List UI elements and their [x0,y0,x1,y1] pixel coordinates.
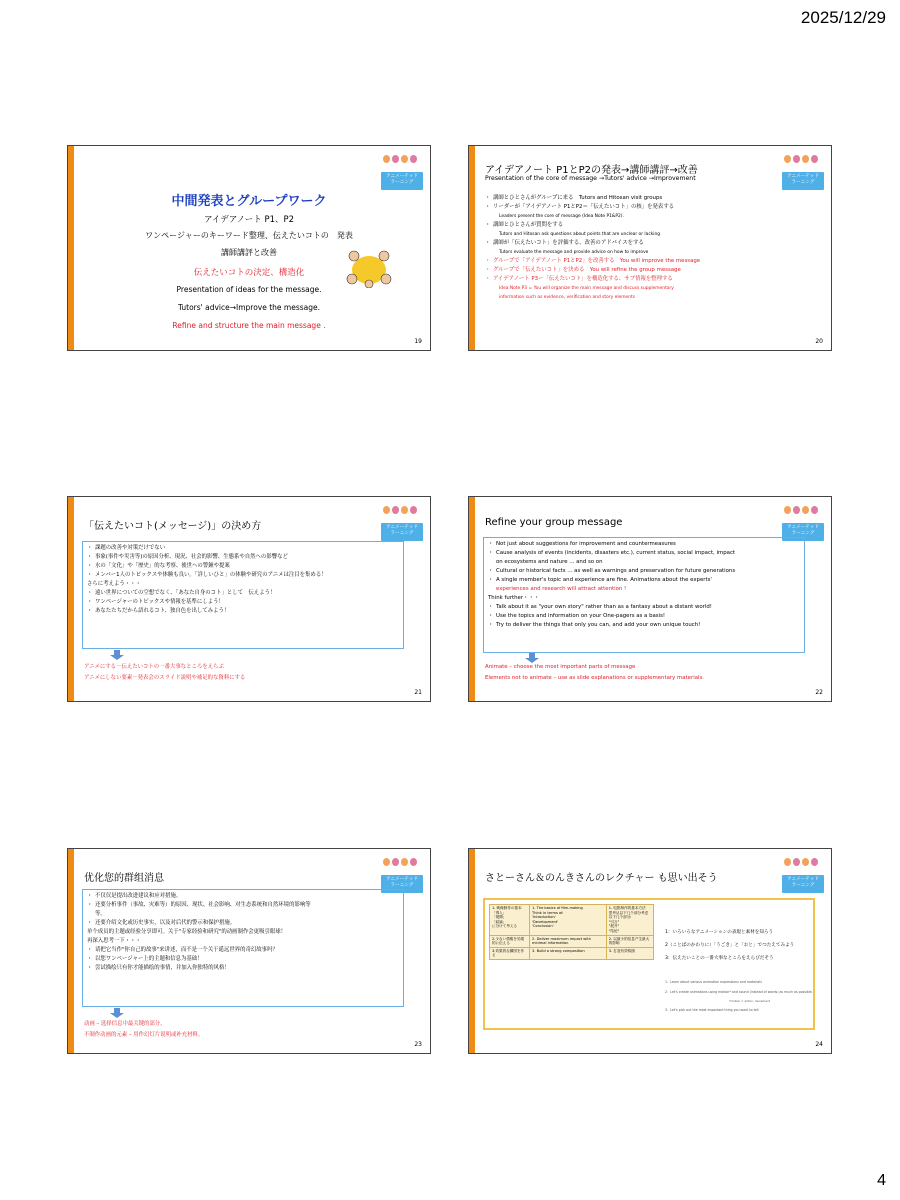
slide-21 [67,496,431,702]
slide-number: 23 [414,1041,422,1048]
table-row [490,947,654,959]
slide-line: ・ A single member's topic and experience are fine. Animations about the experts' [488,576,804,585]
slide-line: ・ 遠い世界についての空想でなく、「あなた自身のコト」として 伝えよう！ [87,589,403,598]
slide-line: ワンページャーのキーワード整理、伝えたいコトの 発表 [145,231,353,240]
lecture-point-note: *motion = action, movement [729,999,770,1003]
logo-label: アニメーテッド ラーニング [782,172,824,190]
slide-line: Refine and structure the main message . [172,321,326,330]
slide-line: ・ Cultural or historical facts ... as well as warnings and preservation for future generations [488,567,804,576]
slide-line: ・ Cause analysis of events (incidents, disasters etc.), current status, social impact, impact [488,549,804,558]
slide-line: ・ 講師とひとさんがグループに来る Tutors and Hitosan visit groups [485,194,700,203]
slide-red-line: Elements not to animate – use as slide explanations or supplementary materials. [485,675,705,681]
table-row [490,905,654,936]
slide-line: ・ 还要介绍文化或历史事实，以及对后代的警示和保护措施。 [87,919,403,928]
logo-label: アニメーテッド ラーニング [782,875,824,893]
slide-line: さらに考えよう・・・ [87,581,141,587]
slide-line: ・ リーダーが「アイデアノート P1とP2＝「伝えたいコト」の核」を発表する [485,203,700,212]
slide-content-box [82,541,404,649]
slide-line: 再深入思考一下・・・ [87,938,141,944]
slide-line: ・ 请把它当作"你自己的故事"来讲述，而不是一个关于遥远世界的奇幻故事吗？ [87,946,403,955]
slide-title: 「伝えたいコト(メッセージ)」の決め方 [84,521,262,532]
slide-body [485,194,700,302]
lecture-table [489,904,654,960]
table-row [490,935,654,947]
lecture-point: 2（ことばのかわりに）「うごき」と「おと」でつたえてみよう [665,943,795,948]
table-cell: 2. 以最少的信息产生最大的影响 [606,935,653,947]
slide-accent-bar [68,146,74,350]
slide-red-line: Animate – choose the most important parts of message [485,664,636,670]
slide-line: ・ あなたたちだから語れるコト、独自色を出してみよう！ [87,607,403,616]
slide-line: ・ Talk about it as "your own story" rather than as a fantasy about a distant world! [488,603,804,612]
slide-number: 21 [414,689,422,696]
slide-line: experiences and research will attract attention ! [496,586,627,592]
table-cell: 3. 打造有效构图 [606,947,653,959]
slide-accent-bar [68,849,74,1053]
group-discussion-illustration [346,248,392,288]
table-cell: 2.少ない情報を効果的に伝える [490,935,530,947]
slide-accent-bar [469,146,475,350]
logo-label: アニメーテッド ラーニング [381,172,423,190]
slide-title: アイデアノート P1とP2の発表→講師講評→改善 [485,165,698,176]
slide-number: 22 [815,689,823,696]
print-date: 2025/12/29 [800,8,886,27]
table-cell: 1. 映像制作の基本 「導入」 「展開」 「結論」 に分けて考える [490,905,530,936]
slide-line: ・ アイデアノート P3ー「伝えたいコト」を構造化する、サブ情報を整理する [485,275,700,284]
table-cell: 2. Deliver maximum impact with minimal information [530,935,607,947]
slide-title: 优化您的群组消息 [84,873,164,884]
animated-learning-logo [781,151,825,191]
slide-line: ・ Try to deliver the things that only you can, and add your own unique touch! [488,621,804,630]
slide-line: ・ Not just about suggestions for improvement and countermeasures [488,540,804,549]
slide-title: Refine your group message [485,517,623,528]
slide-line: ・ 以您ワンページャー上的主题和信息为基础！ [87,955,403,964]
slide-line: ・ 事象(事件や災害等)の原因分析、現況、社会的影響、生態系や自然への影響など [87,553,403,562]
slide-red-line: アニメにしない要素－発表会のスライド説明や補足的な資料にする [84,675,246,681]
slide-line: Leaders present the core of message (Idea Note P1&P2). [499,214,624,219]
slide-line: Presentation of ideas for the message. [176,285,322,294]
slide-number: 20 [815,338,823,345]
logo-label: アニメーテッド ラーニング [782,523,824,541]
table-cell: 3. Build a strong composition [530,947,607,959]
down-arrow-icon [110,1008,124,1018]
slide-line: ・ 不仅仅是提出改进建议和应对措施。 [87,892,403,901]
slide-line: ・ 講師が「伝えたいコト」を評価する、改善のアドバイスをする [485,239,700,248]
slide-subtitle: Presentation of the core of message →Tutors' advice →Improvement [485,175,696,182]
lecture-point: 1：いろいろなアニメーションの表現と素材を知ろう [665,930,774,935]
slide-19 [67,145,431,351]
slide-line: ・ Use the topics and information on your One-pagers as a basis! [488,612,804,621]
slide-red-line: 不制作动画的元素 – 用作幻灯片说明或补充材料。 [84,1032,204,1038]
slide-line: Tutors evaluate the message and provide advice on how to improve [499,250,649,255]
slide-title: さとーさん＆のんきさんのレクチャー も思い出そう [485,873,718,884]
down-arrow-icon [525,653,539,663]
slide-line: ・ メンバー1人のトピックスや体験も良い。「詳しいひと」の体験や研究のアニメは注目を集める！ [87,571,403,580]
table-cell: 1. 电影制作的基本方法 思考从以下几个部分考虑以下几个部分: "引言" "展开" "结论" [606,905,653,936]
slide-number: 24 [815,1041,823,1048]
slide-accent-bar [469,849,475,1053]
slide-accent-bar [68,497,74,701]
lecture-summary-panel [483,898,815,1030]
lecture-point-en: 2：Let's create animations using motion* and sound (instead of words) as much as possible. [665,990,813,994]
slide-line: Tutors and Hitosan ask questions about points that are unclear or lacking [499,232,661,237]
slide-accent-bar [469,497,475,701]
slide-line: ・ 水の「文化」や「歴史」的な考察、後世への警鐘や提案 [87,562,403,571]
slide-line: 講師講評と改善 [221,248,277,257]
page-number: 4 [877,1172,886,1189]
slide-content-box [82,889,404,1007]
slide-red-line: アニメにする－伝えたいコトの一番大事なところをえらぶ [84,664,224,670]
lecture-point-en: 1：Learn about various animation expressions and materials [665,980,762,984]
slide-line: 等。 [95,911,106,917]
slide-line: ・ 还要分析事件（事故、灾难等）的原因、现状、社会影响、对生态系统和自然环境的影响等 [87,901,403,910]
animated-learning-logo [781,854,825,894]
slide-line: ・ グループで「伝えたいコト」を決める You will refine the group message [485,266,700,275]
down-arrow-icon [110,650,124,660]
slide-line: ・ 課題の改善や対策だけでない [87,544,403,553]
slide-23 [67,848,431,1054]
logo-label: アニメーテッド ラーニング [381,523,423,541]
slide-red-line: 动画 – 选择信息中最关键的部分。 [84,1021,166,1027]
slide-20 [468,145,832,351]
slide-line: 伝えたいコトの決定、構造化 [193,268,305,278]
table-cell: 3.効果的な構図を作る [490,947,530,959]
slide-line: アイデアノート P1、P2 [203,215,295,225]
slide-number: 19 [414,338,422,345]
slide-24 [468,848,832,1054]
slide-line: ・ 尝试描绘只有你才能描绘的事情，并加入你独特的风格！ [87,964,403,973]
animated-learning-logo [380,151,424,191]
animated-learning-logo [781,502,825,542]
table-cell: 1. The basics of film-making Think in terms of: 'Introduction' 'Development' 'Conclusion' [530,905,607,936]
animated-learning-logo [380,502,424,542]
slide-line: ・ 講師とひとさんが質問をする [485,221,700,230]
logo-label: アニメーテッド ラーニング [381,875,423,893]
slide-line: ・ ワンページャーのトピックスや情報を基準にしよう！ [87,598,403,607]
slide-22 [468,496,832,702]
slide-line: 单个成员的主题或经验分享即可。关于"专家经验和研究"的动画制作会更吸引眼球！ [87,929,287,935]
slide-line: Think further・・・ [488,595,540,601]
animated-learning-logo [380,854,424,894]
slide-title: 中間発表とグループワーク [171,194,327,209]
slide-line: on ecosystems and nature ... and so on [496,559,603,565]
slide-content-box [483,537,805,653]
lecture-point-en: 3：Let's pick out the most important thing you want to tell [665,1008,759,1012]
slide-line: information such as evidence, verification and story elements [499,295,636,300]
slide-line: Idea Note P3 = You will organize the main message and discuss supplementary [499,286,674,291]
lecture-point: 3：伝えたいことの一番大事なところをえらびだそう [665,956,774,961]
slide-line: Tutors' advice→Improve the message. [177,303,321,312]
slide-line: ・ グループで「アイデアノート P1とP2」を改善する You will improve the message [485,257,700,266]
